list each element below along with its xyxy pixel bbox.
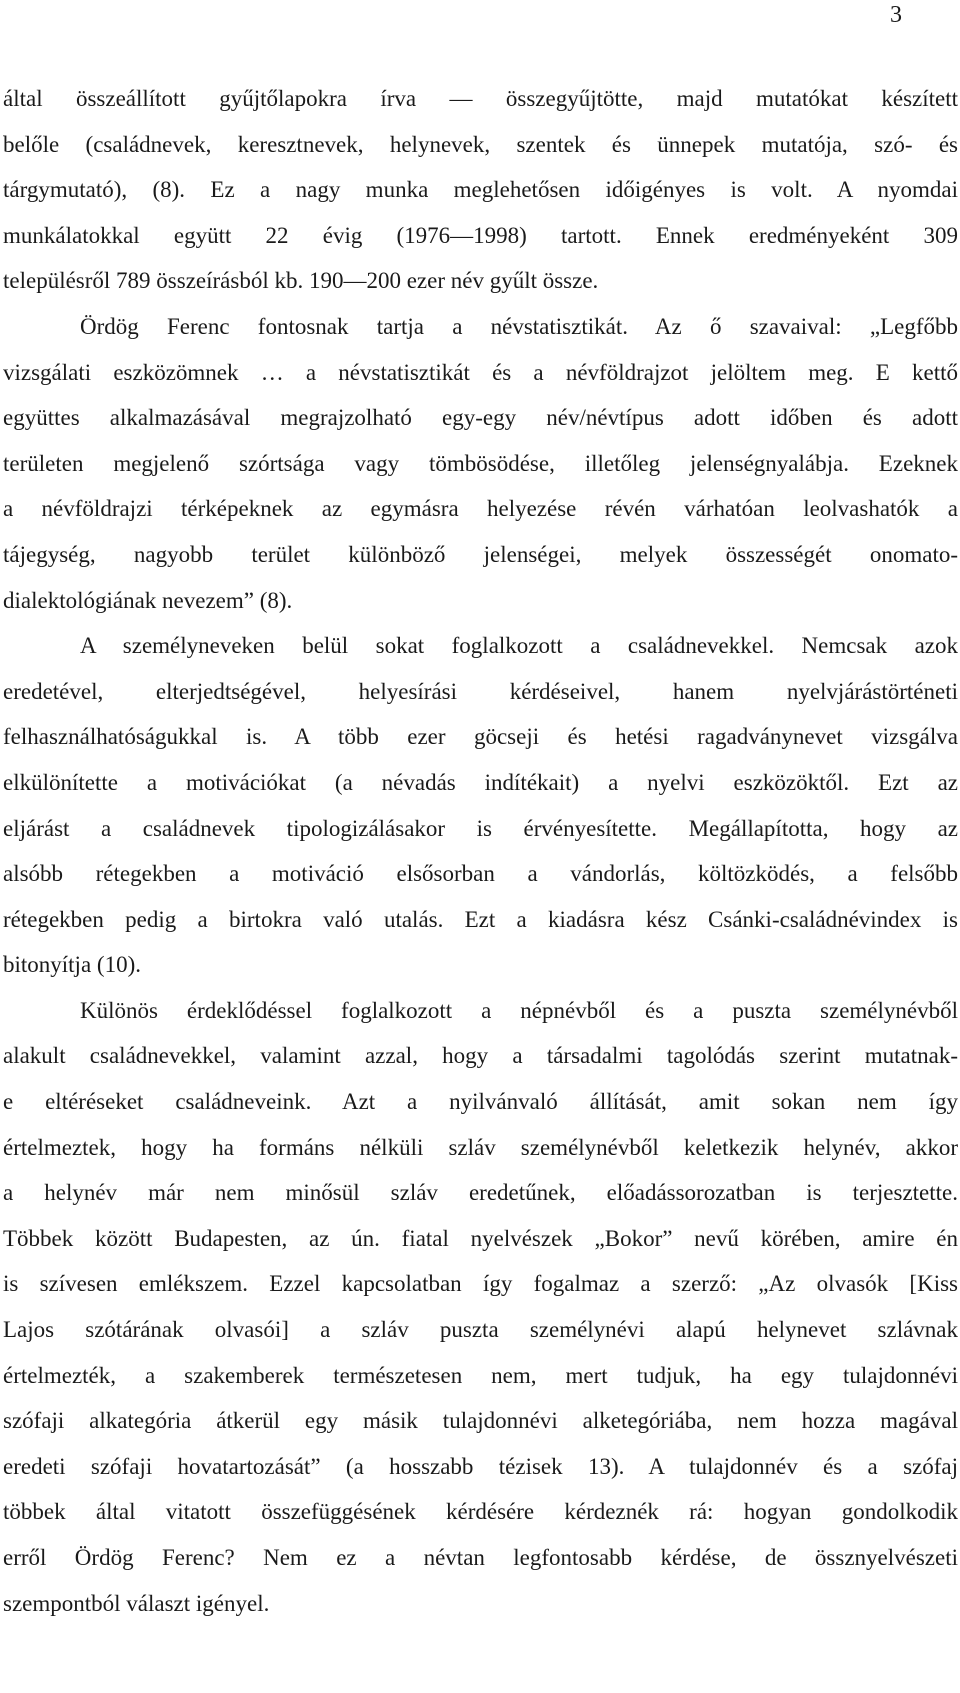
text-line: A személyneveken belül sokat foglalkozott a családnevekkel. Nemcsak azok <box>80 633 958 659</box>
text-line: településről 789 összeírásból kb. 190—200 ezer név gyűlt össze. <box>3 268 599 294</box>
text-line: értelmezték, a szakemberek természetesen nem, mert tudjuk, ha egy tulajdonnévi <box>3 1362 958 1388</box>
text-line: alsóbb rétegekben a motiváció elsősorban a vándorlás, költözködés, a felsőbb <box>3 861 958 887</box>
text-line: többek által vitatott összefüggésének kérdésére kérdeznék rá: hogyan gondolkodik <box>3 1499 958 1525</box>
text-line: is szívesen emlékszem. Ezzel kapcsolatban így fogalmaz a szerző: „Az olvasók [Kiss <box>3 1271 958 1297</box>
text-line: munkálatokkal együtt 22 évig (1976—1998) tartott. Ennek eredményeként 309 <box>3 222 958 248</box>
text-line: felhasználhatóságukkal is. A több ezer göcseji és hetési ragadványnevet vizsgálva <box>3 724 958 750</box>
text-line: eredeti szófaji hovatartozását” (a hosszabb tézisek 13). A tulajdonnév és a szófaj <box>3 1453 958 1479</box>
text-line: alakult családnevekkel, valamint azzal, hogy a társadalmi tagolódás szerint mutatnak- <box>3 1043 958 1069</box>
text-line: elkülönítette a motivációkat (a névadás indítékait) a nyelvi eszközöktől. Ezt az <box>3 769 958 795</box>
text-line: erről Ördög Ferenc? Nem ez a névtan legfontosabb kérdése, de össznyelvészeti <box>3 1545 958 1570</box>
text-line: e eltéréseket családneveink. Azt a nyilvánvaló állítását, amit sokan nem így <box>3 1089 958 1115</box>
text-line: értelmeztek, hogy ha formáns nélküli szláv személynévből keletkezik helynév, akkor <box>3 1134 958 1160</box>
text-line: együttes alkalmazásával megrajzolható egy-egy név/névtípus adott időben és adott <box>3 405 958 431</box>
text-line: a névföldrajzi térképeknek az egymásra helyezése révén várhatóan leolvashatók a <box>3 496 958 522</box>
text-line: eljárást a családnevek tipologizálásakor is érvényesítette. Megállapította, hogy az <box>3 815 958 841</box>
text-line: dialektológiának nevezem” (8). <box>3 587 293 613</box>
text-line: szófaji alkategória átkerül egy másik tulajdonnévi alketegóriába, nem hozza magával <box>3 1408 958 1434</box>
text-line: tájegység, nagyobb terület különböző jelenségei, melyek összességét onomato- <box>3 541 958 567</box>
text-line: bitonyítja (10). <box>3 952 141 978</box>
text-line: Ördög Ferenc fontosnak tartja a névstatisztikát. Az ő szavaival: „Legfőbb <box>80 313 958 339</box>
text-line: Különös érdeklődéssel foglalkozott a népnévből és a puszta személynévből <box>80 997 958 1023</box>
text-line: tárgymutató), (8). Ez a nagy munka meglehetősen időigényes is volt. A nyomdai <box>3 177 958 203</box>
body-text <box>0 76 960 1626</box>
page-number: 3 <box>890 2 902 28</box>
text-line: eredetével, elterjedtségével, helyesírási kérdéseivel, hanem nyelvjárástörténeti <box>3 678 958 704</box>
text-line: területen megjelenő szórtsága vagy tömbösödése, illetőleg jelenségnyalábja. Ezeknek <box>3 450 958 476</box>
text-line: belőle (családnevek, keresztnevek, helynevek, szentek és ünnepek mutatója, szó- és <box>3 131 958 157</box>
text-line: a helynév már nem minősül szláv eredetűnek, előadássorozatban is terjesztette. <box>3 1180 958 1206</box>
text-line: szempontból választ igényel. <box>3 1590 270 1616</box>
text-line: Többek között Budapesten, az ún. fiatal nyelvészek „Bokor” nevű körében, amire én <box>3 1225 958 1251</box>
text-line: által összeállított gyűjtőlapokra írva — összegyűjtötte, majd mutatókat készített <box>3 86 958 111</box>
text-line: rétegekben pedig a birtokra való utalás. Ezt a kiadásra kész Csánki-családnévindex is <box>3 906 958 932</box>
text-line: Lajos szótárának olvasói] a szláv puszta személynévi alapú helynevet szlávnak <box>3 1317 958 1343</box>
text-line: vizsgálati eszközömnek … a névstatisztikát és a névföldrajzot jelöltem meg. E kettő <box>3 359 958 385</box>
